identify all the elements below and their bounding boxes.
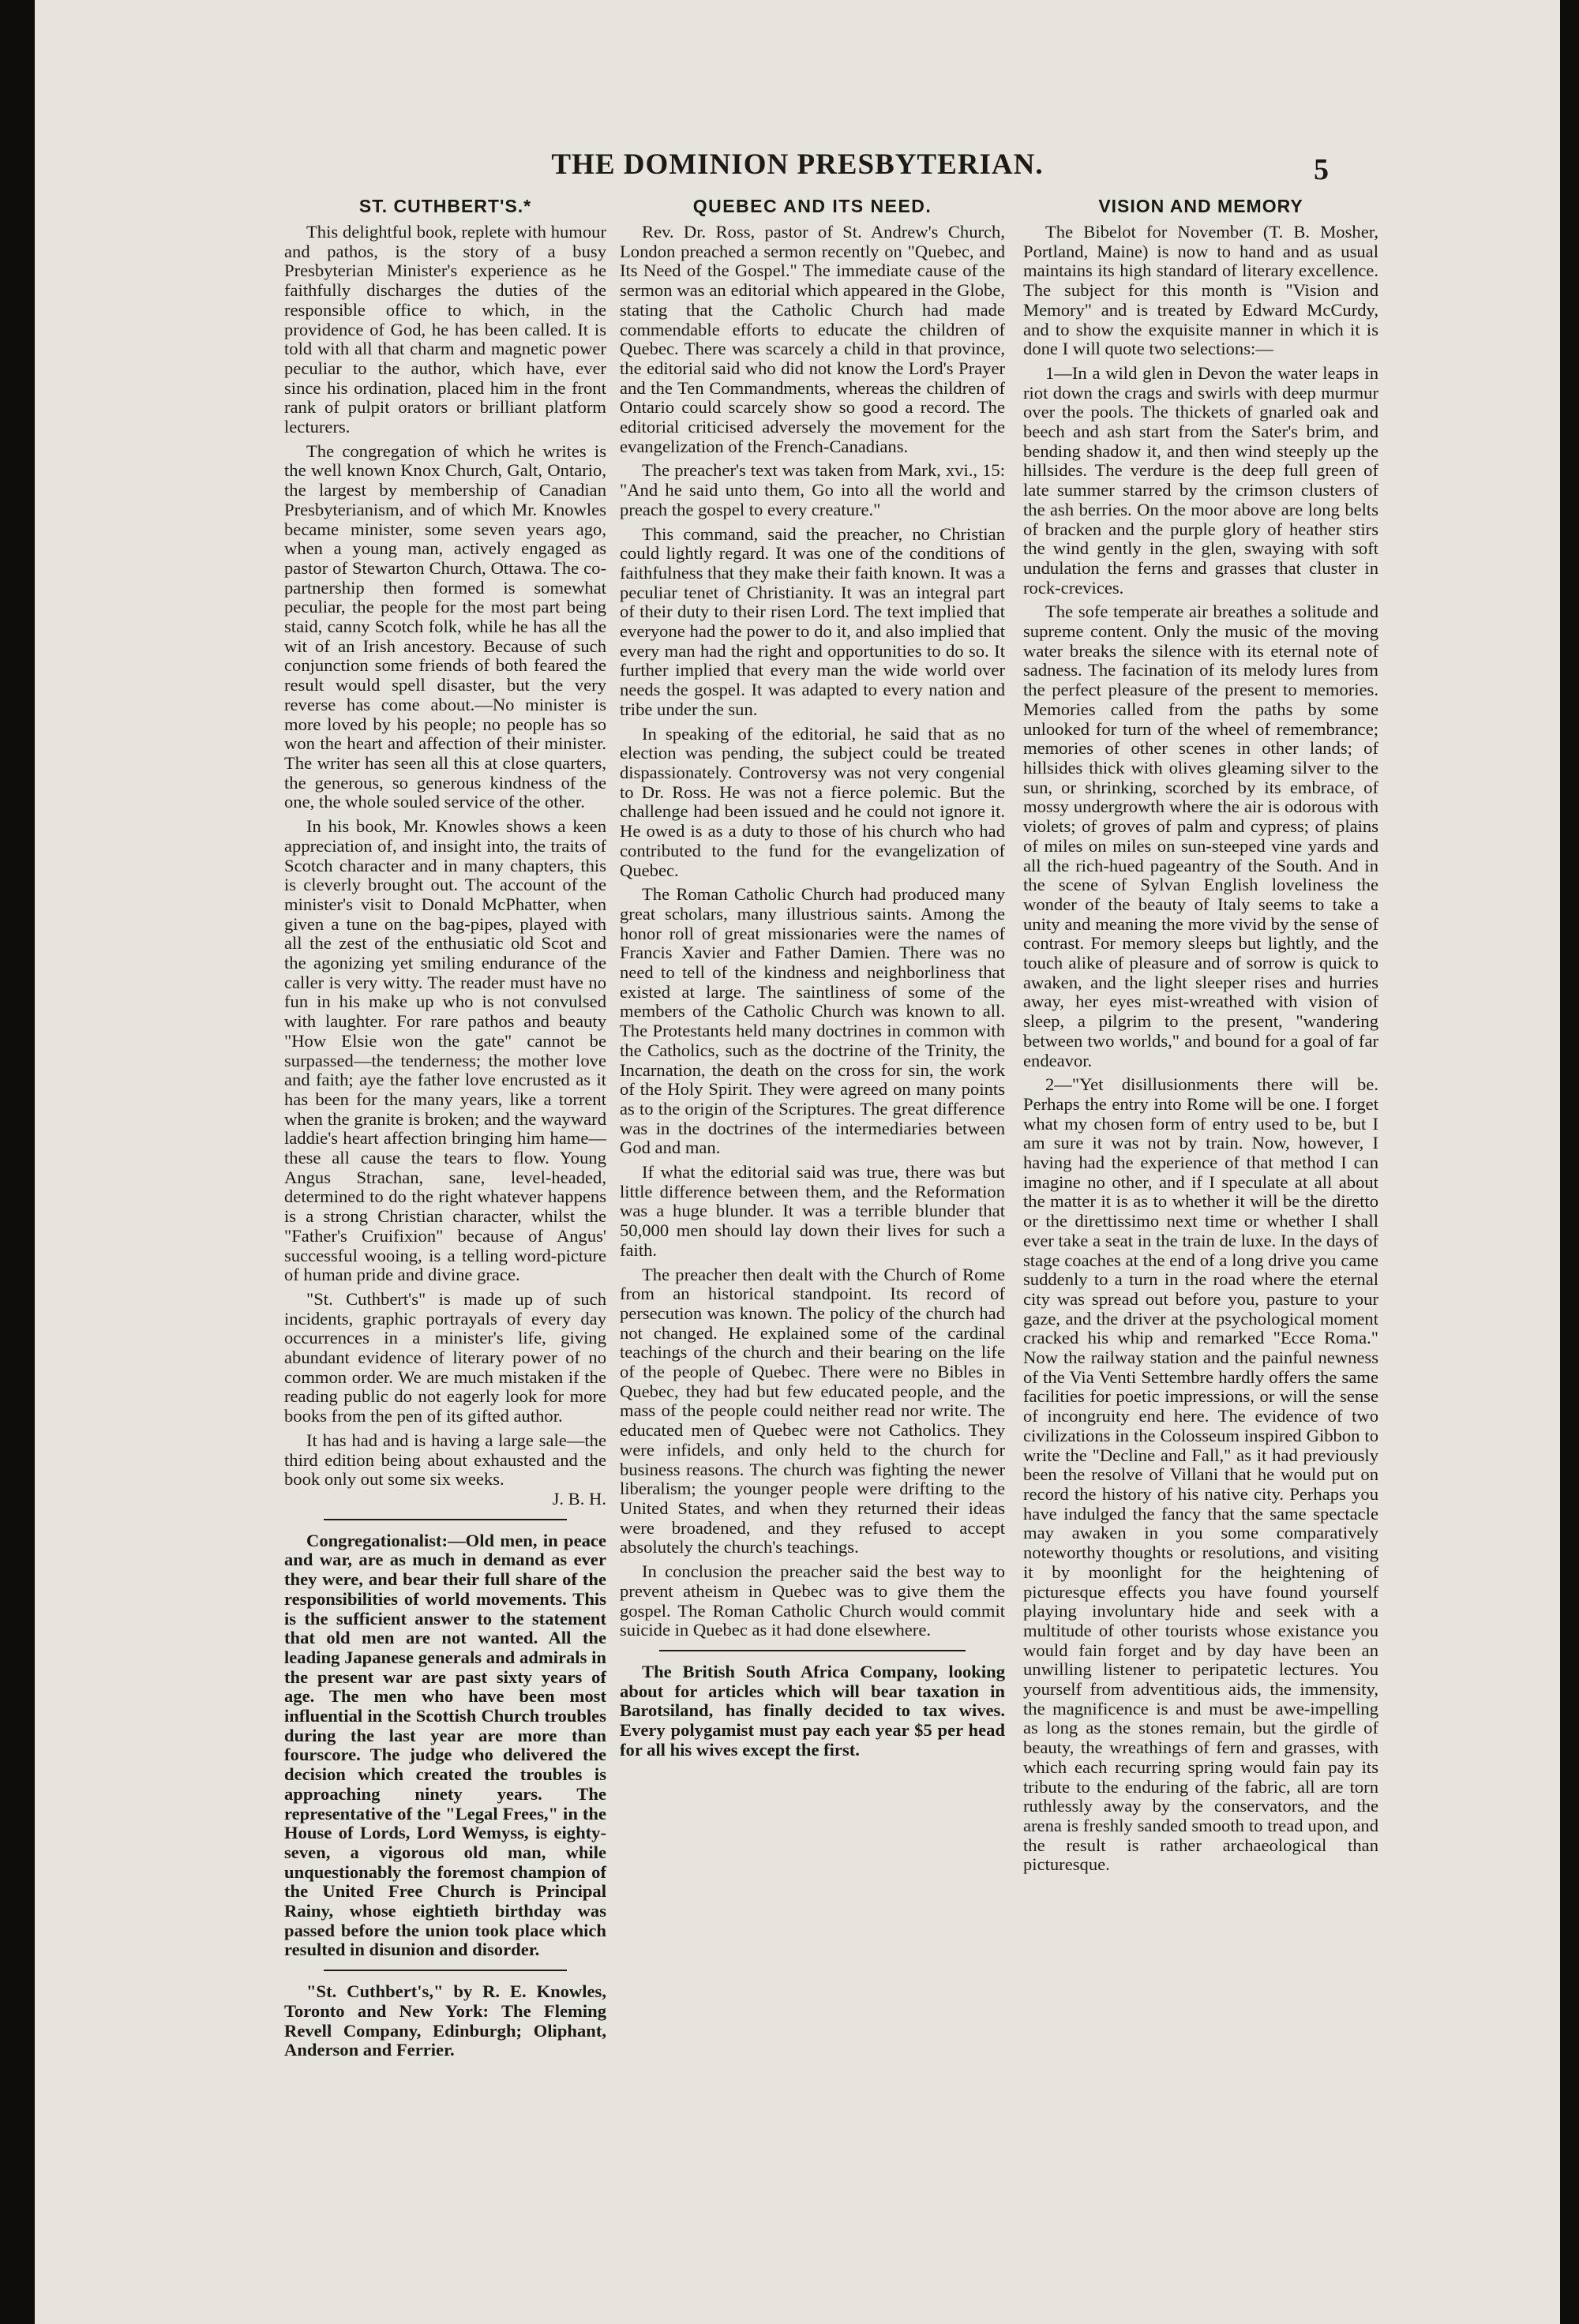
congregationalist-item (284, 1531, 606, 1960)
page-number: 5 (1314, 153, 1329, 186)
article-headline: QUEBEC AND ITS NEED. (692, 196, 932, 216)
column-st-cuthberts (284, 196, 606, 2065)
column-divider-rule (324, 1519, 567, 1520)
article-paragraph: This delightful book, replete with humour and pathos, is the story of a busy Presbyterian Minister's experience as he faithfully discharges the duties of the responsible office to which, in the providence of God, he has been called. It is told with all that charm and magnetic power peculiar to the author, which have, ever since his ordination, placed him in the front rank of pulpit orators or brilliant platform lecturers. (284, 222, 606, 437)
book-footnote (284, 1982, 606, 2060)
article-paragraph: The Bibelot for November (T. B. Mosher, Portland, Maine) is now to hand and as usual maintains its high standard of literary excellence. The subject for this month is "Vision and Memory" and is treated by Edward McCurdy, and to show the exquisite manner in which it is done I will quote two selections:— (1023, 222, 1378, 359)
article-paragraph: In conclusion the preacher said the best way to prevent atheism in Quebec was to give them the gospel. The Roman Catholic Church would commit suicide in Quebec as it had done elsewhere. (620, 1561, 1005, 1640)
column-vision-and-memory (1023, 196, 1378, 1880)
article-paragraph: 2—"Yet disillusionments there will be. Perhaps the entry into Rome will be one. I forget what my chosen form of entry used to be, but I am sure it was not by train. Now, however, I having had the experience of that method I can imagine no other, and if I speculate at all about the matter it is as to whether it will be the diretto or the direttissimo next time or whether I shall ever take a seat in the train de luxe. In the days of stage coaches at the end of a long drive you came suddenly to a turn in the road where the eternal city was spread out before you, pasture to your gaze, and the driver at the psychological moment cracked his whip and remarked "Ecce Roma." Now the railway station and the painful newness of the Via Venti Settembre hardly offers the same facilities for poetic impressions, or will the sense of incongruity end here. The evidence of two civilizations in the Colosseum inspired Gibbon to write the "Decline and Fall," as it had previously been the resolve of Villani that he would put on record the history of his native city. Perhaps you have indulged the fancy that the same spectacle may awaken in you some comparatively noteworthy thoughts or resolutions, and visiting it by moonlight for the heightening of picturesque effects you have found yourself playing involuntary hide and seek with a multitude of other tourists whose existance you would fain forget and by day have been an unwilling listener to peripatetic lectures. You yourself from adventitious aids, the immensity, the magnificence is and must be awe-impelling as long as the stones remain, but the girdle of beauty, the wreathings of fern and grasses, with which each recurring spring would fain pay its tribute to the enduring of the fabric, all are torn ruthlessly away by the conservators, and the arena is freshly sanded smooth to tread upon, and the result is rather archaeological than picturesque. (1023, 1074, 1378, 1875)
article-paragraph: "St. Cuthbert's" is made up of such incidents, graphic portrayals of every day occurrences in a minister's life, giving abundant evidence of literary power of no common order. We are much mistaken if the reading public do not eagerly look for more books from the pen of its gifted author. (284, 1288, 606, 1426)
south-africa-item (620, 1662, 1005, 1760)
article-paragraph: The preacher's text was taken from Mark, xvi., 15: "And he said unto them, Go into all the world and preach the gospel to every creature." (620, 460, 1005, 519)
article-paragraph: This command, said the preacher, no Christian could lightly regard. It was one of the conditions of faithfulness that they make their faith known. It was a peculiar tenet of Christianity. It was an integral part of their duty to their risen Lord. The text implied that everyone had the power to do it, and also implied that every man had the right and opportunities to do so. It further implied that every man the wide world over needs the gospel. It was adapted to every nation and tribe under the sun. (620, 523, 1005, 719)
newspaper-page (35, 0, 1560, 2324)
article-headline: VISION AND MEMORY (1098, 196, 1303, 216)
column-divider-rule (659, 1650, 966, 1651)
article-paragraph: The Roman Catholic Church had produced many great scholars, many illustrious saints. Among the honor roll of great missionaries were the names of Francis Xavier and Father Damien. There was no need to tell of the kindness and neighborliness that existed at large. The saintliness of some of the members of the Catholic Church was known to all. The Protestants held many doctrines in common with the Catholics, such as the doctrine of the Trinity, the Incarnation, the death on the cross for sin, the work of the Holy Spirit. They were agreed on many points as to the origin of the Scriptures. The great difference was in the doctrines of the intermediaries between God and man. (620, 884, 1005, 1158)
article-paragraph: If what the editorial said was true, there was but little difference between them, and the Reformation was a huge blunder. It was a terrible blunder that 50,000 men should lay down their lives for such a faith. (620, 1162, 1005, 1260)
article-headline: ST. CUTHBERT'S.* (358, 196, 532, 216)
article-paragraph: The congregation of which he writes is the well known Knox Church, Galt, Ontario, the largest by membership of Canadian Presbyterianism, and of which Mr. Knowles became minister, some seven years ago, when a young man, actively engaged as pastor of Stewarton Church, Ottawa. The co-partnership then formed is somewhat peculiar, the people for the most part being staid, canny Scotch folk, while he has all the wit of an Irish ancestory. Because of such conjunction some friends of both feared the result would spell disaster, but the very reverse has come about.—No minister is more loved by his people; no people has so won the heart and affection of their minister. The writer has seen all this at close quarters, the generous, so generous kindness of the one, the whole souled service of the other. (284, 440, 606, 812)
article-paragraph: The preacher then dealt with the Church of Rome from an historical standpoint. Its record of persecution was known. The policy of the church had not changed. He explained some of the cardinal teachings of the church and their bearing on the life of the people of Quebec. There were no Bibles in Quebec, they had but few educated people, and the mass of the people could neither read nor write. The educated men of Quebec were not Catholics. They were infidels, and only held to the church for business reasons. The church was fighting the newer liberalism; the younger people were drifting to the United States, and when they returned their ideas were broadened, and they refused to accept absolutely the church's teachings. (620, 1264, 1005, 1557)
article-paragraph: 1—In a wild glen in Devon the water leaps in riot down the crags and swirls with deep murmur over the pools. The thickets of gnarled oak and beech and ash start from the Sater's brim, and bending shadow it, and then wind steeply up the hillsides. The verdure is the deep full green of late summer starred by the crimson clusters of the ash berries. On the moor above are long belts of bracken and the purple glory of heather stirs the wind gently in the glen, swaying with soft undulation the ferns and grasses that cluster in rock-crevices. (1023, 362, 1378, 598)
article-paragraph: In his book, Mr. Knowles shows a keen appreciation of, and insight into, the traits of Scotch character and in many chapters, this is cleverly brought out. The account of the minister's visit to Donald McPhatter, when given a tune on the bag-pipes, played with all the zest of the enthusiatic old Scot and the agonizing yet smiling endurance of the caller is very witty. The reader must have no fun in his make up who is not convulsed with laughter. For rare pathos and beauty "How Elsie won the gate" cannot be surpassed—the tenderness; the mother love and faith; aye the father love encrusted as it has been for the many years, like a torrent when the granite is broken; and the wayward laddie's heart affection bringing him hame—these all cause the tears to flow. Young Angus Strachan, sane, level-headed, determined to do the right whatever happens is a strong Christian character, whilst the "Father's Cruifixion" because of Angus' successful wooing, is a telling word-picture of human pride and divine grace. (284, 816, 606, 1285)
article-paragraph: The sofe temperate air breathes a solitude and supreme content. Only the music of the moving water breaks the silence with its eternal note of sadness. The facination of its melody lures from the perfect pleasure of the present to memories. Memories called from the paths by some unlooked for turn of the wheel of remembrance; memories of other scenes in other lands; of hillsides thick with olives gleaming silver to the sun, or shrinking, scorched by its embrace, of mossy undergrowth where the air is odorous with violets; of groves of palm and cypress; of plains of miles on miles on sun-steeped vine yards and all the rich-hued pageantry of the South. And in the scene of Sylvan English loveliness the wonder of the beauty of Italy seems to take a unity and meaning the more vivid by the sense of contrast. For memory sleeps but lightly, and the touch alike of pleasure and of sorrow is quick to awaken, and the light sleeper rises and hurries away, her eyes mist-wreathed with vision of sleep, a pilgrim to the present, "wandering between two worlds," and bound for a goal of far endeavor. (1023, 602, 1378, 1070)
column-divider-rule (324, 1970, 567, 1971)
footnote-text: "St. Cuthbert's," by R. E. Knowles, Toronto and New York: The Fleming Revell Company, Edinburgh; Oliphant, Anderson and Ferrier. (284, 1981, 606, 2060)
article-paragraph: Congregationalist:—Old men, in peace and war, are as much in demand as ever they were, and bear their full share of the responsibilities of world movements. This is the sufficient answer to the statement that old men are not wanted. All the leading Japanese generals and admirals in the present war are past sixty years of age. The men who have been most influential in the Scottish Church troubles during the last year are more than fourscore. The judge who delivered the decision which created the troubles is approaching ninety years. The representative of the "Legal Frees," in the House of Lords, Lord Wemyss, is eighty-seven, a vigorous old man, while unquestionably the foremost champion of the United Free Church is Principal Rainy, whose eightieth birthday was passed before the union took place which resulted in disunion and disorder. (284, 1530, 606, 1960)
author-signature: J. B. H. (552, 1489, 606, 1509)
column-quebec-and-its-need (620, 196, 1005, 1764)
article-paragraph: Rev. Dr. Ross, pastor of St. Andrew's Church, London preached a sermon recently on "Quebec, and Its Need of the Gospel." The immediate cause of the sermon was an editorial which appeared in the Globe, stating that the Catholic Church had made commendable efforts to educate the children of Quebec. There was scarcely a child in that province, the editorial said who did not know the Lord's Prayer and the Ten Commandments, whereas the children of Ontario could scarcely show so good a record. The editorial criticised adversely the movement for the evangelization of the French-Canadians. (620, 222, 1005, 456)
article-paragraph: The British South Africa Company, looking about for articles which will bear taxation in Barotsiland, has finally decided to tax wives. Every polygamist must pay each year $5 per head for all his wives except the first. (620, 1661, 1005, 1760)
masthead: THE DOMINION PRESBYTERIAN. (551, 148, 1044, 181)
article-paragraph: In speaking of the editorial, he said that as no election was pending, the subject could be treated dispassionately. Controversy was not very congenial to Dr. Ross. He was not a fierce polemic. But the challenge had been issued and he could not ignore it. He owed is as a duty to those of his church who had contributed to the fund for the evangelization of Quebec. (620, 723, 1005, 880)
article-paragraph: It has had and is having a large sale—the third edition being about exhausted and the book only out some six weeks. (284, 1430, 606, 1490)
